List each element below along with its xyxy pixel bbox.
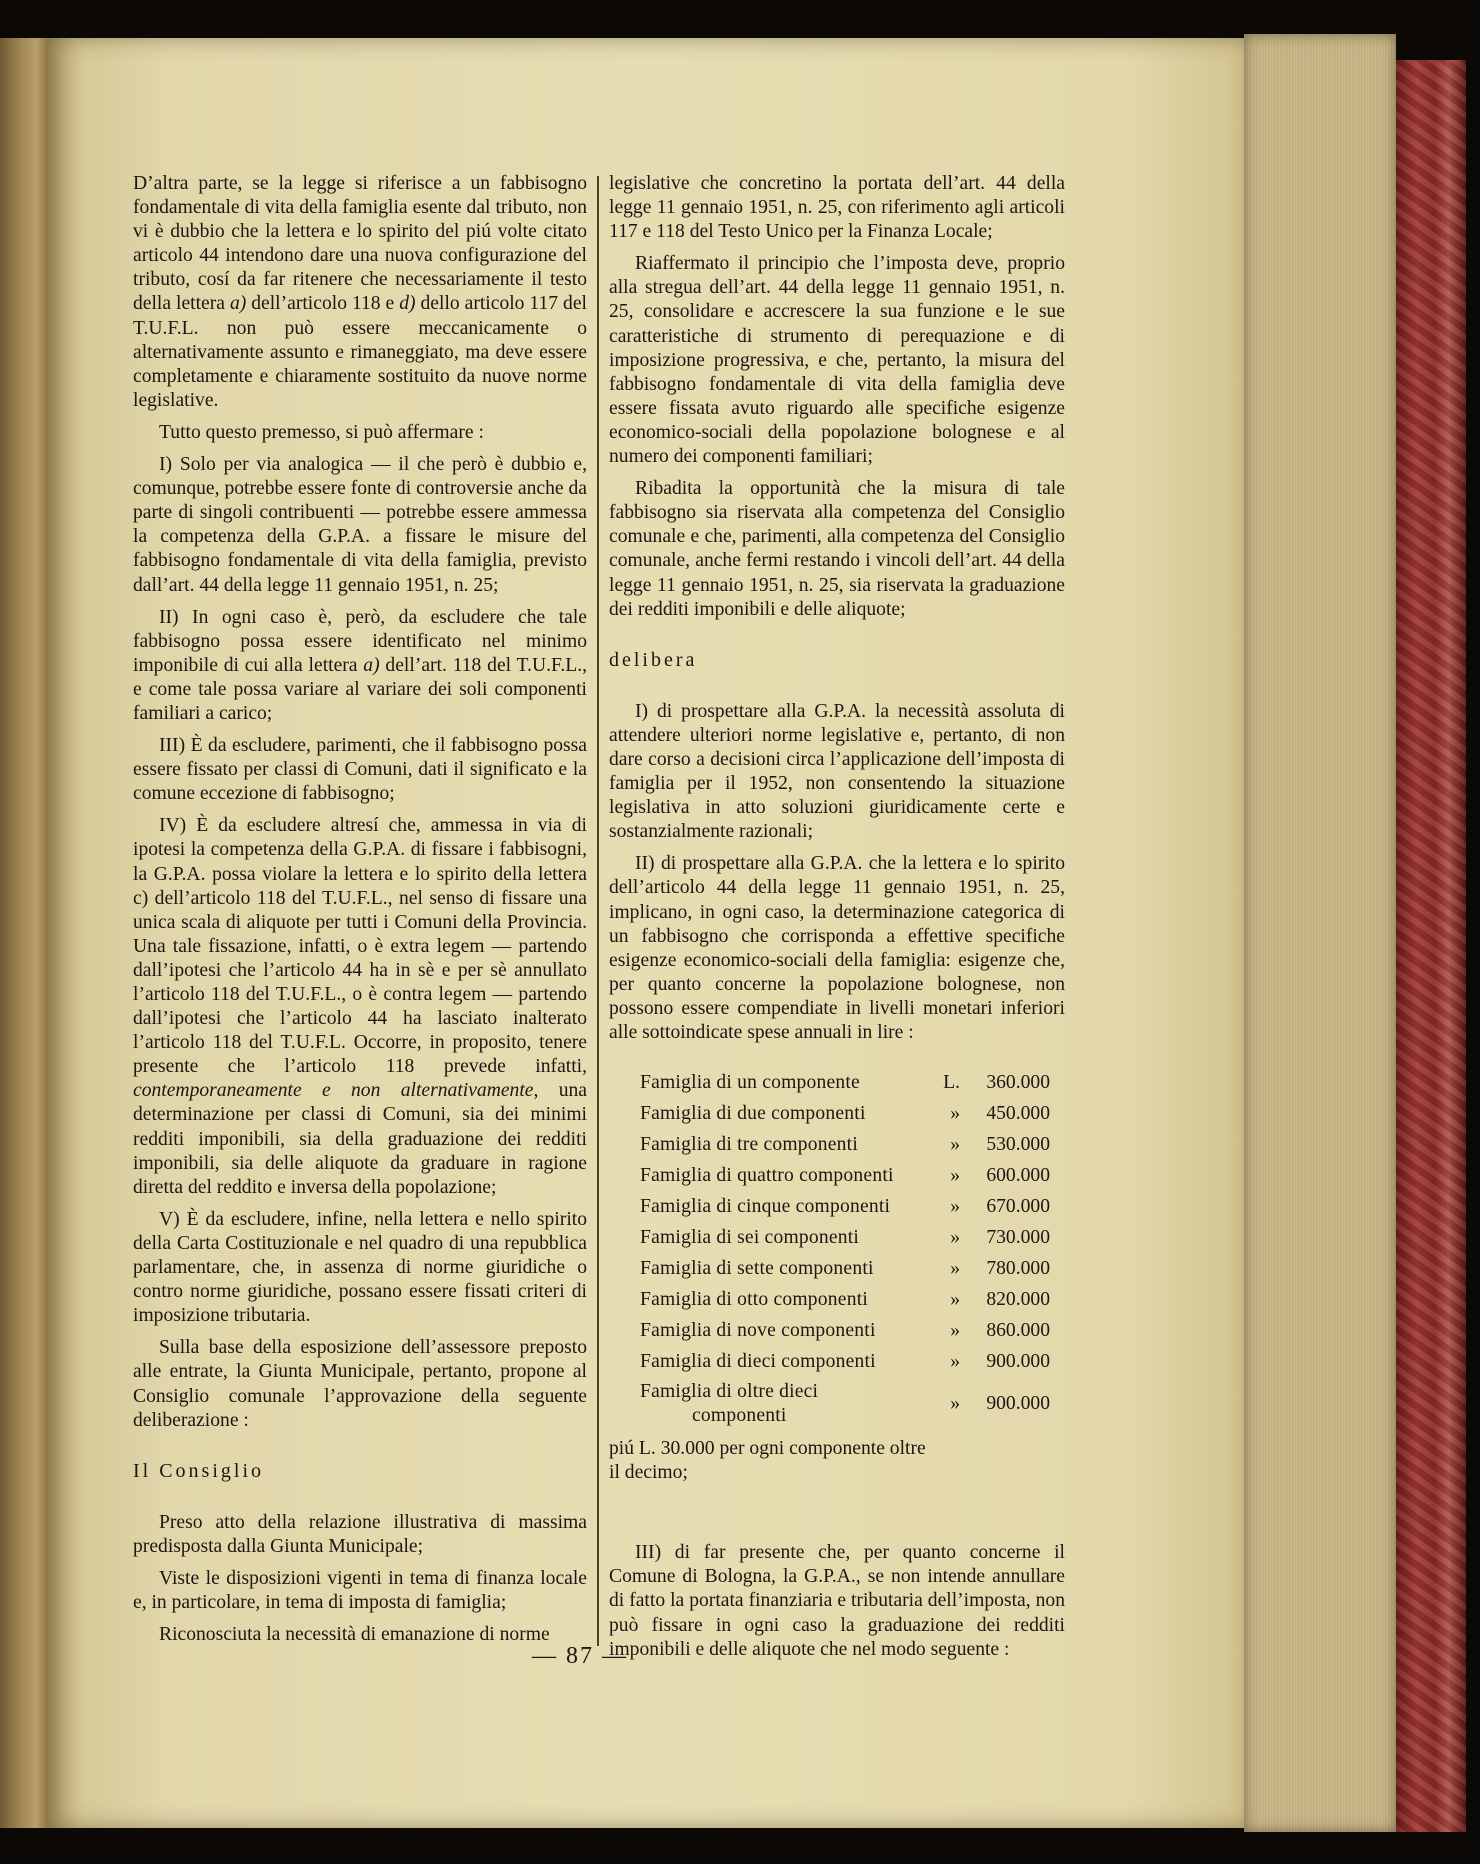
amount: 860.000 [986,1319,1050,1341]
currency-mark: » [950,1350,960,1372]
table-row [640,1191,1050,1222]
left-column [133,172,587,1655]
currency-mark: » [950,1319,960,1341]
family-label: componenti [692,1405,787,1427]
paragraph: I) di prospettare alla G.P.A. la necessità assoluta di attendere ulteriori norme legislative e, pertanto, di non dare corso a decisioni circa l’applicazione dell’imposta di famiglia per il 1952, non consentendo la situazione legislativa in atto soluzioni giuridicamente certe e sostanzialmente razionali; [609,700,1065,843]
column-divider [597,176,599,1646]
left-page-edge [0,38,48,1828]
paragraph: piú L. 30.000 per ogni componente oltre il decimo; [609,1438,926,1484]
family-label: Famiglia di sette componenti [640,1257,874,1279]
paragraph: III) È da escludere, parimenti, che il fabbisogno possa essere fissato per classi di Comuni, dati il significato e la comune eccezione di fabbisogno; [133,735,587,805]
amount: 600.000 [986,1164,1050,1186]
amount: 820.000 [986,1288,1050,1310]
paragraph: I) Solo per via analogica — il che però è dubbio e, comunque, potrebbe essere fonte di controversie anche da parte di singoli contribuenti — potrebbe essere ammessa la competenza della G.P.A. a fissare le misure del fabbisogno fondamentale di vita della famiglia, previsto dall’art. 44 della legge 11 gennaio 1951, n. 25; [133,454,587,596]
table-row [640,1067,1050,1098]
paragraph: Riaffermato il principio che l’imposta deve, proprio alla stregua dell’art. 44 della legge 11 gennaio 1951, n. 25, consolidare e accrescere la sua funzione e le sue caratteristiche di strumento di perequazione e di imposizione progressiva, e che, pertanto, la misura del fabbisogno fondamentale di vita della famiglia deve essere fissata avuto riguardo alle specifiche esigenze economico-sociali della popolazione bolognese e al numero dei componenti familiari; [609,253,1065,468]
page-number: — 87 — [532,1643,628,1669]
amount: 900.000 [986,1350,1050,1372]
family-label: Famiglia di oltre dieci [640,1381,819,1402]
paragraph: IV) È da escludere altresí che, ammessa in via di ipotesi la competenza della G.P.A. di fissare i fabbisogni, la G.P.A. possa violare la lettera e lo spirito della lettera c) dell’articolo 118 del T.U.F.L., nel senso di fissare una unica scala di aliquote per tutti i Comuni della Provincia. Una tale fissazione, infatti, o è extra legem — partendo dall’ipotesi che l’articolo 44 ha in sè e per sè annullato l’articolo 118 del T.U.F.L., o è contra legem — partendo dall’ipotesi che l’articolo 44 ha lasciato inalterato l’articolo 118 del T.U.F.L. Occorre, in proposito, tenere presente che l’articolo 118 prevede infatti, contemporaneamente e non alternativamente, una determinazione per classi di Comuni, sia dei minimi redditi imponibili, sia della graduazione dei redditi imponibili, sia delle aliquote da graduare in ragione diretta del reddito e inversa della popolazione; [133,815,587,1198]
paragraph: D’altra parte, se la legge si riferisce a un fabbisogno fondamentale di vita della famiglia esente dal tributo, non vi è dubbio che la lettera e lo spirito del piú volte citato articolo 44 intendono dare una nuova configurazione del tributo, cosí da far ritenere che necessariamente il testo della lettera a) dell’articolo 118 e d) dello articolo 117 del T.U.F.L. non può essere meccanicamente o alternativamente assunto e rimaneggiato, ma deve essere completamente e chiaramente sostituito da nuove norme legislative. [133,173,587,411]
table-row [640,1377,1050,1431]
paragraph: Ribadita la opportunità che la misura di tale fabbisogno sia riservata alla competenza del Consiglio comunale e che, parimenti, alla competenza del Consiglio comunale, anche fermi restando i vincoli dell’art. 44 della legge 11 gennaio 1951, n. 25, sia riservata la graduazione dei redditi imponibili e delle aliquote; [609,478,1065,620]
paragraph: Sulla base della esposizione dell’assessore preposto alle entrate, la Giunta Municipale, pertanto, propone al Consiglio comunale l’approvazione della seguente deliberazione : [133,1337,587,1431]
currency-mark: » [950,1393,960,1415]
family-label: Famiglia di un componente [640,1071,860,1093]
table-row [640,1160,1050,1191]
section-heading: delibera [609,648,698,671]
currency-mark: » [950,1195,960,1217]
amount: 900.000 [986,1393,1050,1415]
amount: 530.000 [986,1133,1050,1155]
family-label: Famiglia di tre componenti [640,1133,858,1155]
table-row [640,1284,1050,1315]
table-row [640,1253,1050,1284]
book-cover-edge [1396,60,1466,1832]
family-label: Famiglia di otto componenti [640,1288,868,1310]
paragraph: Riconosciuta la necessità di emanazione di norme [159,1624,550,1646]
table-row [640,1222,1050,1253]
currency-mark: » [950,1257,960,1279]
paragraph: II) In ogni caso è, però, da escludere che tale fabbisogno possa essere identificato nel minimo imponibile di cui alla lettera a) dell’art. 118 del T.U.F.L., e come tale possa variare al variare dei soli componenti familiari a carico; [133,606,587,724]
family-label: Famiglia di quattro componenti [640,1164,894,1186]
section-heading: Il Consiglio [133,1459,265,1482]
amount: 730.000 [986,1226,1050,1248]
table-row [640,1098,1050,1129]
family-needs-table [640,1067,1050,1431]
table-row [640,1315,1050,1346]
family-label: Famiglia di cinque componenti [640,1195,891,1217]
currency-mark: » [950,1226,960,1248]
paragraph: Tutto questo premesso, si può affermare : [159,421,484,443]
family-label: Famiglia di due componenti [640,1102,866,1124]
amount: 780.000 [986,1257,1050,1279]
page-stack-edge [1244,34,1396,1832]
paragraph: III) di far presente che, per quanto concerne il Comune di Bologna, la G.P.A., se non intende annullare di fatto la portata finanziaria e tributaria dell’imposta, non può fissare in ogni caso la graduazione dei redditi imponibili e delle aliquote che nel modo seguente : [609,1542,1065,1660]
table-row [640,1346,1050,1377]
family-label: Famiglia di nove componenti [640,1319,876,1341]
currency-mark: » [950,1164,960,1186]
paragraph: II) di prospettare alla G.P.A. che la lettera e lo spirito dell’articolo 44 della legge 11 gennaio 1951, n. 25, implicano, in ogni caso, la determinazione categorica di un fabbisogno che corrisponda a effettive specifiche esigenze economico-sociali della famiglia: esigenze che, per quanto concerne la popolazione bolognese, non possono essere compendiate in livelli monetari inferiori alle sottoindicate spese annuali in lire : [609,853,1065,1043]
table-row [640,1129,1050,1160]
currency-mark: » [950,1133,960,1155]
currency-mark: » [950,1288,960,1310]
paragraph: V) È da escludere, infine, nella lettera e nello spirito della Carta Costituzionale e nel quadro di una repubblica parlamentare, che, in assenza di norme giuridiche o contro norme giuridiche, possano essere fissati criteri di imposizione tributaria. [133,1208,587,1327]
family-label: Famiglia di sei componenti [640,1226,860,1248]
family-label: Famiglia di dieci componenti [640,1350,876,1372]
paragraph: legislative che concretino la portata dell’art. 44 della legge 11 gennaio 1951, n. 25, con riferimento agli articoli 117 e 118 del Testo Unico per la Finanza Locale; [609,173,1065,243]
amount: 450.000 [986,1102,1050,1124]
currency-mark: L. [943,1071,960,1093]
right-column [609,172,1065,1670]
paragraph: Viste le disposizioni vigenti in tema di finanza locale e, in particolare, in tema di imposta di famiglia; [133,1567,587,1614]
currency-mark: » [950,1102,960,1124]
paragraph: Preso atto della relazione illustrativa di massima predisposta dalla Giunta Municipale; [133,1511,587,1557]
amount: 670.000 [986,1195,1050,1217]
amount: 360.000 [986,1071,1050,1093]
